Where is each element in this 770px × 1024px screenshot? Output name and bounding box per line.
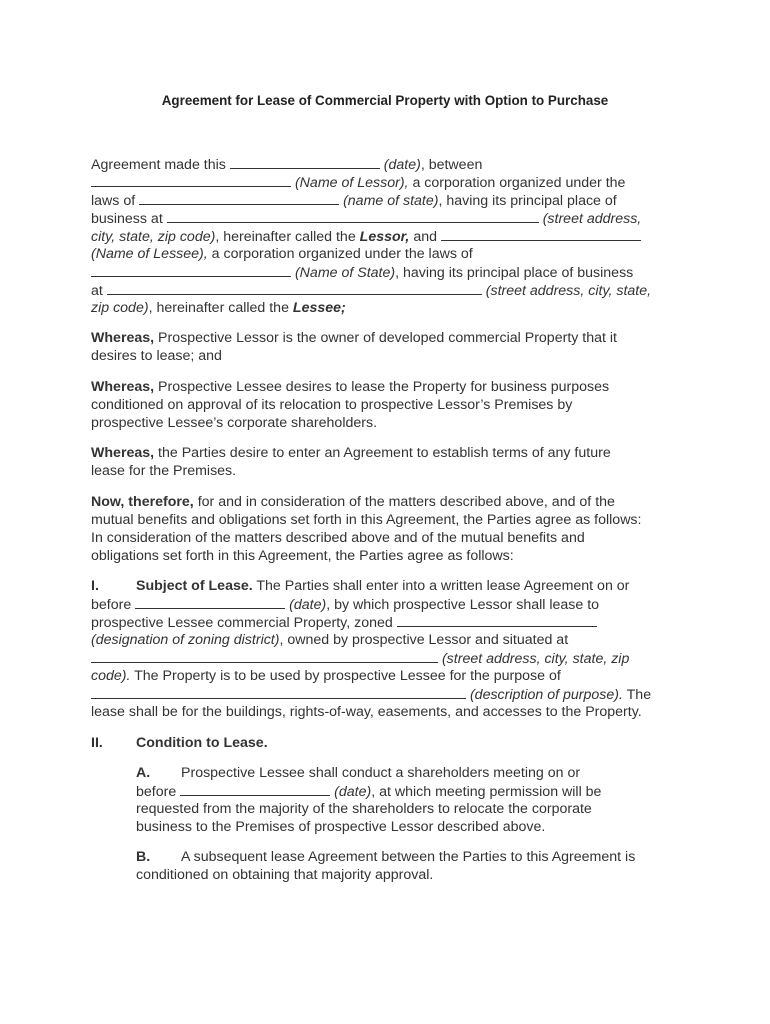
address-hint: code). bbox=[91, 668, 131, 684]
whereas-2-line-3 bbox=[91, 414, 377, 432]
lessor-state-blank[interactable] bbox=[139, 191, 339, 205]
section-2-heading-line bbox=[91, 734, 268, 752]
address-hint: (street address, city, state, bbox=[485, 283, 652, 299]
now-text: In consideration of the matters described above and of the mutual benefits and bbox=[91, 530, 585, 546]
intro-line-1 bbox=[91, 155, 482, 174]
intro-text: a corporation organized under the bbox=[412, 175, 626, 191]
lease-date-blank[interactable] bbox=[135, 595, 285, 609]
section-text: The bbox=[626, 687, 652, 703]
section-text: The Property is to be used by prospective Lessee for the purpose of bbox=[134, 668, 561, 684]
section-2b-line-1 bbox=[136, 848, 635, 866]
section-heading: Subject of Lease. bbox=[136, 578, 253, 594]
section-1-line-7 bbox=[91, 685, 651, 704]
state-hint: (Name of State) bbox=[294, 265, 396, 281]
whereas-label: Whereas, bbox=[91, 445, 155, 461]
now-line-4 bbox=[91, 547, 514, 565]
section-text: , owned by prospective Lessor and situated at bbox=[279, 632, 569, 648]
intro-line-7 bbox=[91, 263, 633, 282]
section-2a-line-1 bbox=[136, 764, 580, 782]
intro-text: , having its principal place of business bbox=[395, 265, 634, 281]
whereas-3-line-2 bbox=[91, 462, 236, 480]
subsection-text: Prospective Lessee shall conduct a shareholders meeting on or bbox=[181, 765, 581, 781]
now-text: for and in consideration of the matters described above, and of the bbox=[197, 494, 615, 510]
intro-line-5 bbox=[91, 227, 641, 246]
section-text: lease shall be for the buildings, rights-of-way, easements, and accesses to the Property. bbox=[91, 704, 642, 720]
lessee-name-hint: (Name of Lessee), bbox=[91, 246, 208, 262]
state-hint: (name of state) bbox=[343, 193, 439, 209]
intro-line-3 bbox=[91, 191, 617, 210]
lessee-address-blank[interactable] bbox=[107, 281, 482, 295]
now-therefore-label: Now, therefore, bbox=[91, 494, 194, 510]
zoning-hint: (designation of zoning district) bbox=[91, 632, 280, 648]
address-hint: (street address, city, state, zip bbox=[441, 651, 630, 667]
intro-line-2 bbox=[91, 173, 625, 192]
section-text: prospective Lessee commercial Property, zoned bbox=[91, 615, 393, 631]
section-text: The Parties shall enter into a written lease Agreement on or bbox=[256, 578, 630, 594]
lessor-name-blank[interactable] bbox=[91, 173, 291, 187]
section-1-line-1 bbox=[91, 577, 629, 595]
intro-line-4 bbox=[91, 209, 641, 228]
date-hint: (date) bbox=[383, 157, 421, 173]
section-number: II. bbox=[91, 735, 103, 751]
whereas-text: conditioned on approval of its relocation to prospective Lessor’s Premises by bbox=[91, 397, 573, 413]
whereas-1-line-1 bbox=[91, 329, 617, 347]
subsection-text: , at which meeting permission will be bbox=[371, 784, 602, 800]
intro-text: , between bbox=[420, 157, 483, 173]
whereas-text: desires to lease; and bbox=[91, 348, 222, 364]
subsection-label: A. bbox=[136, 765, 151, 781]
meeting-date-blank[interactable] bbox=[180, 782, 330, 796]
document-title: Agreement for Lease of Commercial Property with Option to Purchase bbox=[161, 93, 609, 108]
whereas-3-line-1 bbox=[91, 444, 611, 462]
section-2a-line-4 bbox=[136, 818, 545, 836]
now-text: obligations set forth in this Agreement, the Parties agree as follows: bbox=[91, 548, 514, 564]
address-hint: (street address, bbox=[542, 211, 642, 227]
section-2a-line-2 bbox=[136, 782, 601, 801]
section-1-line-3 bbox=[91, 613, 597, 632]
property-address-blank[interactable] bbox=[91, 649, 438, 663]
intro-text: laws of bbox=[91, 193, 136, 209]
intro-text: and bbox=[413, 229, 437, 245]
section-1-line-6 bbox=[91, 667, 561, 685]
whereas-text: the Parties desire to enter an Agreement to establish terms of any future bbox=[158, 445, 611, 461]
subsection-text: conditioned on obtaining that majority approval. bbox=[136, 867, 434, 883]
purpose-hint: (description of purpose). bbox=[469, 687, 623, 703]
subsection-label: B. bbox=[136, 849, 151, 865]
date-hint: (date) bbox=[334, 784, 372, 800]
date-blank[interactable] bbox=[230, 155, 380, 169]
intro-text: , hereinafter called the bbox=[148, 300, 289, 316]
whereas-text: prospective Lessee’s corporate shareholders. bbox=[91, 415, 378, 431]
section-text: , by which prospective Lessor shall lease to bbox=[326, 597, 600, 613]
subsection-text: before bbox=[136, 784, 177, 800]
section-heading: Condition to Lease. bbox=[136, 735, 268, 751]
section-2b-line-2 bbox=[136, 866, 433, 884]
subsection-text: A subsequent lease Agreement between the Parties to this Agreement is bbox=[181, 849, 636, 865]
intro-text: a corporation organized under the laws of bbox=[211, 246, 473, 262]
intro-line-9 bbox=[91, 299, 346, 317]
now-line-3 bbox=[91, 529, 585, 547]
whereas-2-line-2 bbox=[91, 396, 572, 414]
intro-text: Agreement made this bbox=[91, 157, 226, 173]
now-line-1 bbox=[91, 493, 615, 511]
section-number: I. bbox=[91, 578, 99, 594]
subsection-text: requested from the majority of the shareholders to relocate the corporate bbox=[136, 801, 592, 817]
intro-text: , hereinafter called the bbox=[215, 229, 356, 245]
lessee-name-blank[interactable] bbox=[441, 227, 641, 241]
lessor-term: Lessor, bbox=[359, 229, 410, 245]
whereas-label: Whereas, bbox=[91, 379, 155, 395]
intro-line-6 bbox=[91, 245, 473, 263]
whereas-text: Prospective Lessor is the owner of developed commercial Property that it bbox=[158, 330, 617, 346]
section-1-line-5 bbox=[91, 649, 629, 668]
lessor-name-hint: (Name of Lessor), bbox=[294, 175, 409, 191]
lessee-state-blank[interactable] bbox=[91, 263, 291, 277]
address-hint: zip code) bbox=[91, 300, 149, 316]
subsection-text: business to the Premises of prospective Lessor described above. bbox=[136, 819, 546, 835]
lessor-address-blank[interactable] bbox=[167, 209, 539, 223]
section-1-line-2 bbox=[91, 595, 599, 614]
section-text: before bbox=[91, 597, 132, 613]
intro-text: , having its principal place of bbox=[438, 193, 617, 209]
whereas-text: Prospective Lessee desires to lease the Property for business purposes bbox=[158, 379, 610, 395]
whereas-1-line-2 bbox=[91, 347, 222, 365]
section-1-line-4 bbox=[91, 631, 568, 649]
whereas-2-line-1 bbox=[91, 378, 609, 396]
address-hint: city, state, zip code) bbox=[91, 229, 216, 245]
intro-line-8 bbox=[91, 281, 651, 300]
zoning-blank[interactable] bbox=[397, 613, 597, 627]
whereas-label: Whereas, bbox=[91, 330, 155, 346]
lessee-term: Lessee; bbox=[292, 300, 346, 316]
intro-text: at bbox=[91, 283, 103, 299]
now-text: mutual benefits and obligations set forth in this Agreement, the Parties agree as follows: bbox=[91, 512, 642, 528]
section-2a-line-3 bbox=[136, 800, 592, 818]
section-1-line-8 bbox=[91, 703, 642, 721]
date-hint: (date) bbox=[289, 597, 327, 613]
whereas-text: lease for the Premises. bbox=[91, 463, 237, 479]
now-line-2 bbox=[91, 511, 641, 529]
intro-text: business at bbox=[91, 211, 163, 227]
purpose-blank[interactable] bbox=[91, 685, 466, 699]
